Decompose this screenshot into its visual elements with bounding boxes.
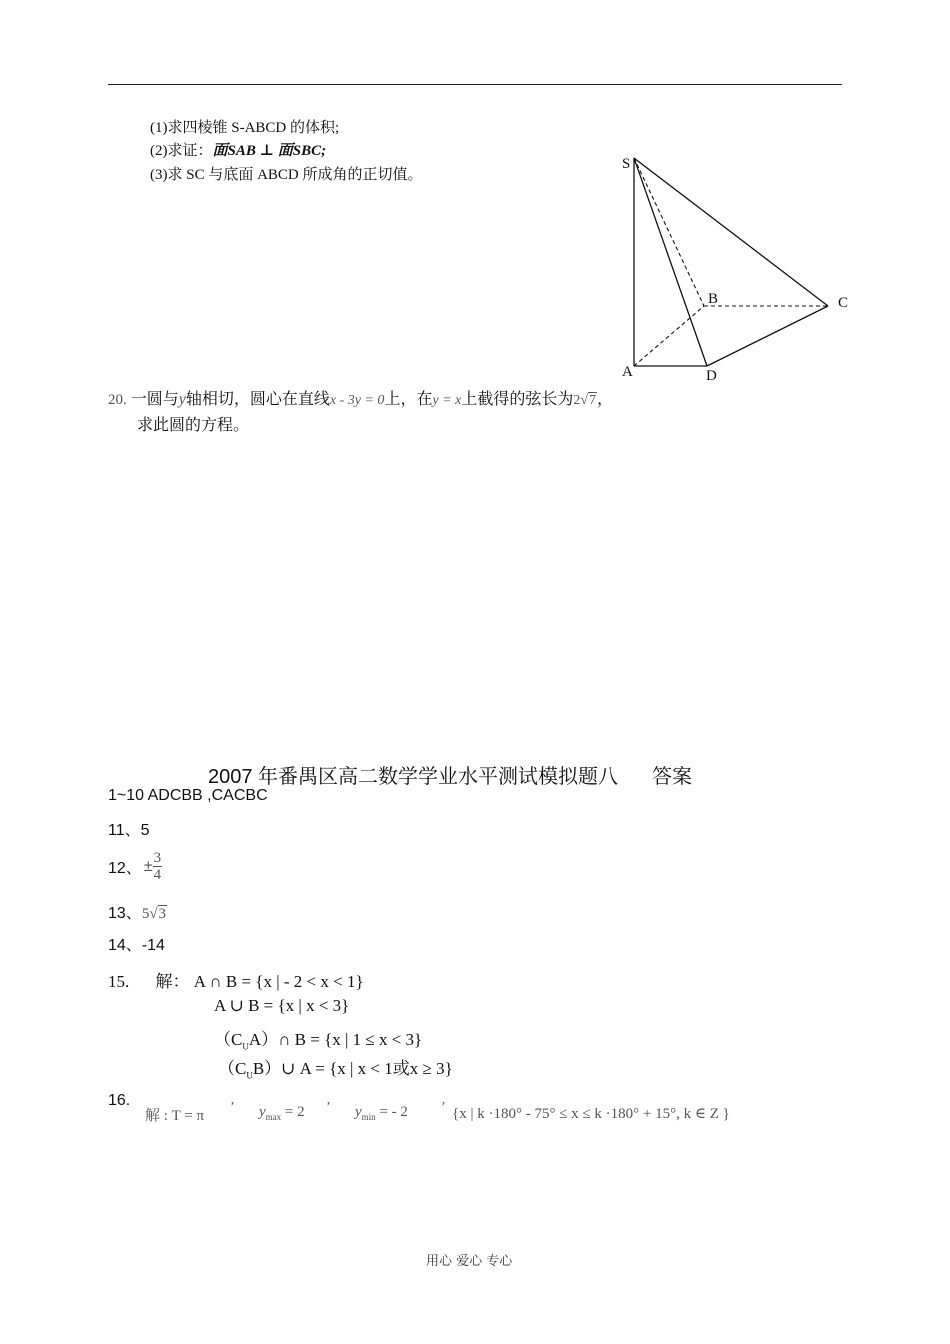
answer-11: 11、5 xyxy=(108,822,150,839)
problem20-text-c: 上，在 xyxy=(384,391,433,408)
problem20-y-axis: y xyxy=(178,391,186,408)
answer-12-label: 12、 xyxy=(108,860,142,877)
answer-12 xyxy=(108,850,162,883)
answer-15-line1 xyxy=(108,967,364,992)
problem19-part2-math: 面SAB ⊥ 面SBC; xyxy=(212,143,327,159)
answer-15-label: 15. xyxy=(108,972,130,991)
answer-16-ymax-value: = 2 xyxy=(284,1104,305,1120)
problem20-line2: 求此圆的方程。 xyxy=(137,417,250,434)
answer-16-comma3: ’ xyxy=(441,1100,446,1115)
problem20-chord-line: y = x xyxy=(432,393,462,408)
answer-16-ymax-y: y xyxy=(259,1104,266,1120)
answer-15-line4-body: B）∪ A = {x | x < 1或x ≥ 3} xyxy=(252,1059,453,1078)
chord-coef: 2 xyxy=(573,393,581,408)
edge-sb-hidden xyxy=(634,158,704,306)
answer-16-ymin xyxy=(355,1104,408,1122)
edge-ab-hidden xyxy=(634,306,704,366)
edge-sd xyxy=(634,158,707,366)
problem19-part2-prefix: (2)求证： xyxy=(150,143,213,159)
problem19-part2 xyxy=(150,139,326,160)
answer-15-line4-sub: U xyxy=(246,1070,253,1081)
edge-dc xyxy=(707,306,828,366)
answer-15-line3 xyxy=(214,1025,422,1051)
footer-slogan: 用心 爱心 专心 xyxy=(426,1254,513,1269)
edge-sc xyxy=(634,158,828,306)
pyramid-figure xyxy=(600,140,870,390)
answer-13-radicand: 3 xyxy=(158,906,167,922)
answer-16-comma1: ’ xyxy=(230,1100,235,1115)
answer-15-line4 xyxy=(218,1054,453,1080)
answer-15-jie: 解： xyxy=(155,972,190,991)
answer-14: 14、-14 xyxy=(108,937,165,954)
answer-1-10: 1~10 ADCBB ,CACBC xyxy=(108,787,268,804)
answer-15-line3-body: A）∩ B = {x | 1 ≤ x < 3} xyxy=(248,1030,423,1049)
answers-title xyxy=(208,760,692,789)
answer-15-union: A ∪ B = {x | x < 3} xyxy=(214,996,350,1015)
answer-15-line3-prefix: （C xyxy=(214,1030,243,1049)
problem20-line1 xyxy=(108,386,613,409)
answer-16-ymax xyxy=(259,1104,305,1122)
answer-16-ymin-y: y xyxy=(355,1104,362,1120)
label-d: D xyxy=(706,368,717,384)
problem20-text-e: ， xyxy=(597,391,614,408)
answer-15-line3-sub: U xyxy=(242,1041,249,1052)
answer-13-label: 13、 xyxy=(108,905,142,922)
header-rule xyxy=(108,84,842,85)
label-a: A xyxy=(622,364,633,380)
problem20-text-b: 轴相切，圆心在直线 xyxy=(185,391,330,408)
answer-16-comma2: ’ xyxy=(326,1100,331,1115)
answer-12-denominator: 4 xyxy=(153,867,162,883)
problem19-part3: (3)求 SC 与底面 ABCD 所成角的正切值。 xyxy=(150,167,423,183)
label-c: C xyxy=(838,295,849,311)
label-s: S xyxy=(622,156,631,172)
answer-16-label: 16. xyxy=(108,1092,131,1109)
problem20-text-a: 一圆与 xyxy=(130,391,179,408)
answers-title-suffix: 答案 xyxy=(652,766,693,788)
label-b: B xyxy=(708,291,719,307)
problem20-line-eq: x - 3y = 0 xyxy=(329,393,385,408)
answer-16-ymin-sub: min xyxy=(361,1112,376,1122)
answer-12-sign: ± xyxy=(143,857,153,875)
answer-15-line4-prefix: （C xyxy=(218,1059,247,1078)
answer-15-intersection: A ∩ B = {x | - 2 < x < 1} xyxy=(193,972,364,991)
answers-title-main: 2007 年番禺区高二数学学业水平测试模拟题八 xyxy=(208,766,619,788)
answer-13 xyxy=(108,900,167,923)
problem20-chord-length: 2√7 xyxy=(573,393,597,408)
answer-16-period: 解 : T = π xyxy=(145,1108,205,1124)
chord-radicand: 7 xyxy=(589,393,597,408)
problem20-text-d: 上截得的弦长为 xyxy=(461,391,574,408)
problem20-number: 20. xyxy=(108,392,127,408)
answer-13-coef: 5 xyxy=(141,906,150,922)
answer-16-ymin-value: = - 2 xyxy=(379,1104,408,1120)
answer-16-ymax-sub: max xyxy=(265,1112,282,1122)
answer-12-numerator: 3 xyxy=(153,850,162,866)
problem19-part1: (1)求四棱锥 S-ABCD 的体积; xyxy=(150,120,340,136)
answer-16-set: {x | k ·180° - 75° ≤ x ≤ k ·180° + 15°, k ∈ Z } xyxy=(452,1106,730,1122)
answer-12-fraction xyxy=(153,850,163,883)
answer-13-value: 5√3 xyxy=(141,906,167,922)
